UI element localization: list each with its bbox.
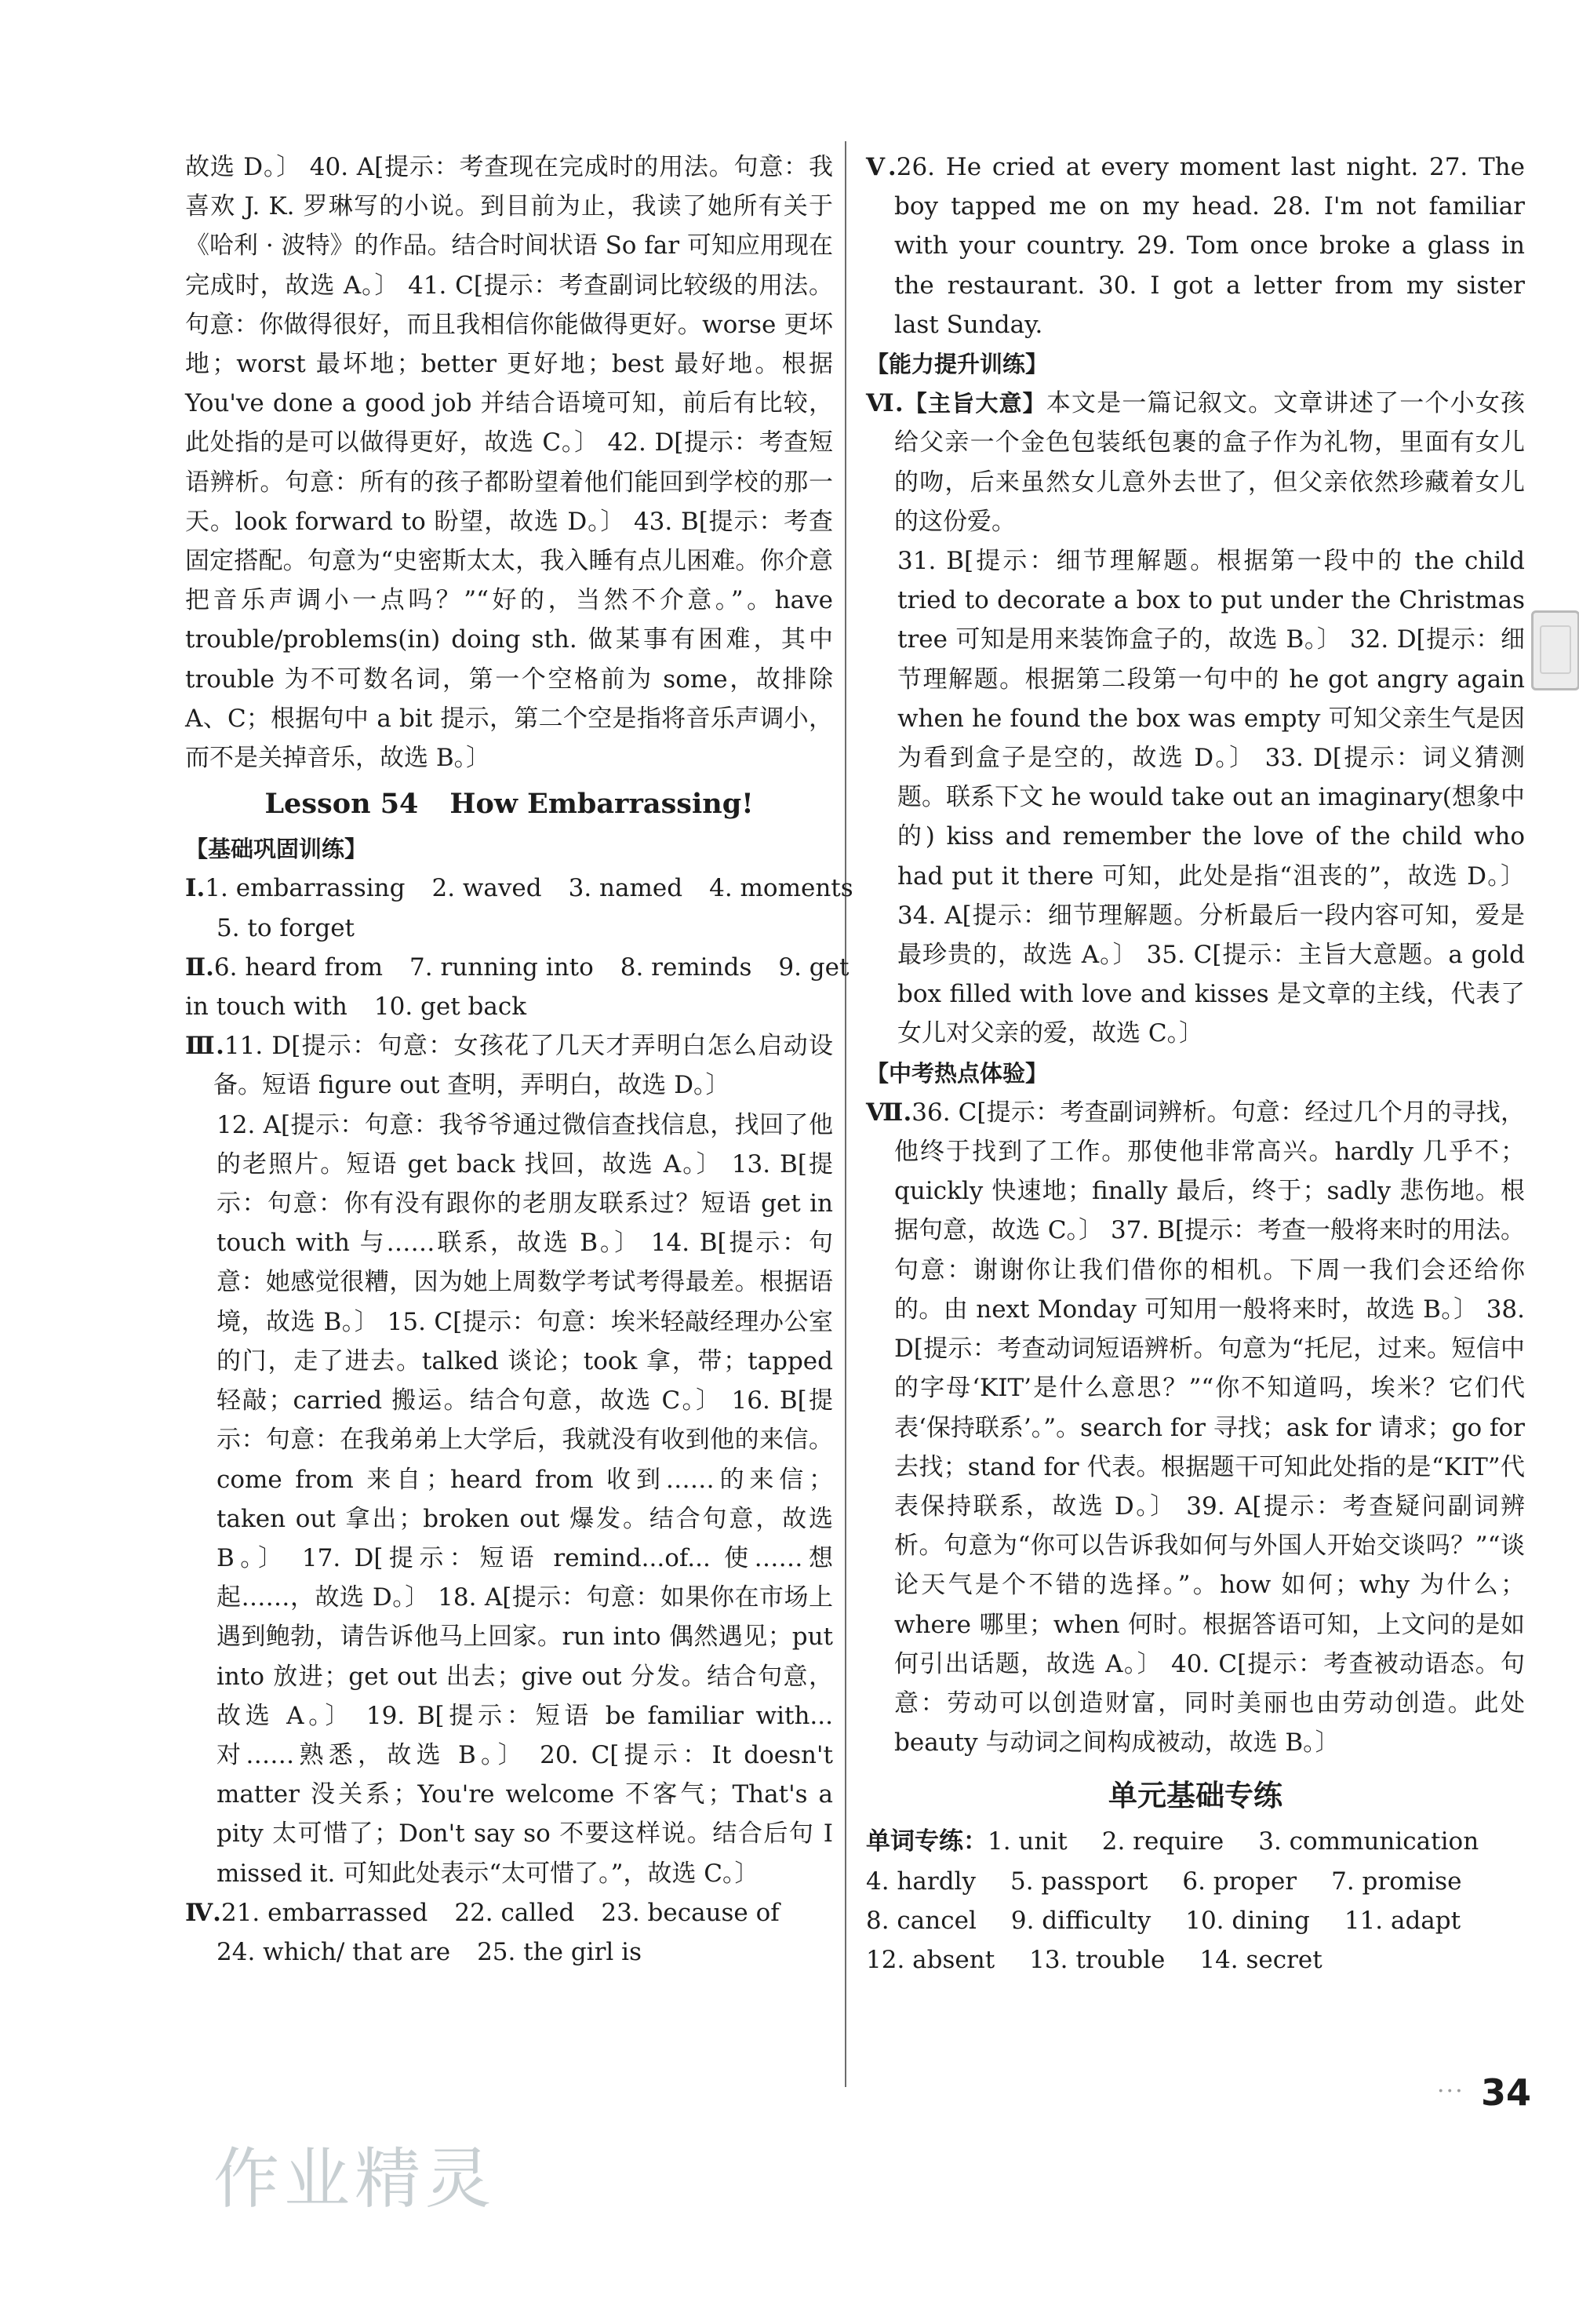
answer-4: 4. moments xyxy=(709,874,853,903)
answer-9: 9. get xyxy=(778,953,850,982)
answer-10: 10. get back xyxy=(373,993,527,1022)
lesson-heading xyxy=(185,781,833,828)
section-basic-heading: 【基础巩固训练】 xyxy=(185,836,368,863)
right-column xyxy=(866,148,1525,1980)
column-divider xyxy=(845,141,846,2087)
section-7-roman: Ⅶ. xyxy=(866,1098,912,1127)
answers-36-40: 36. C[提示：考查副词辨析。句意：经过几个月的寻找，他终于找到了工作。那使他非常高兴。hardly 几乎不；quickly 快速地；finally 最后，终于；sadly 悲伤地。根据句意，故选 C。〕 37. B[提示：考查一般将来时的用法。句意：谢谢你让我们借你的相机。下周一我们会还给你的。由 next Monday 可知用一般将来时，故选 B。〕 38. D[提示：考查动词短语辨析。句意为“托尼，过来。短信中的字母‘KIT’是什么意思？”“你不知道吗，埃米？它们代表‘保持联系’。”。search for 寻找；ask for 请求；go for 去找；stand for 代表。根据题干可知此处指的是“KIT”代表保持联系，故选 D。〕 39. A[提示：考查疑问副词辨析。句意为“你可以告诉我如何与外国人开始交谈吗？”“谈论天气是个不错的选择。”。how 如何；why 为什么；where 哪里；when 何时。根据答语可知，上文问的是如何引出话题，故选 A。〕 40. C[提示：考查被动语态。句意：劳动可以创造财富，同时美丽也由劳动创造。此处 beauty 与动词之间构成被动，故选 B。〕 xyxy=(894,1098,1525,1758)
section-2-roman: Ⅱ. xyxy=(185,953,214,982)
answer-9-continued: in touch with xyxy=(185,993,347,1022)
section-5 xyxy=(866,148,1525,344)
section-4-roman: Ⅳ. xyxy=(185,1898,221,1927)
section-1-row-1 xyxy=(185,869,853,908)
section-ability-heading: 【能力提升训练】 xyxy=(866,351,1049,378)
answer-3: 3. named xyxy=(568,874,683,903)
left-column xyxy=(185,148,853,1972)
page-dots: ··· xyxy=(1437,2078,1464,2105)
lesson-number: Lesson 54 xyxy=(264,788,419,821)
vocab-7: 7. promise xyxy=(1331,1867,1462,1896)
answer-21: 21. embarrassed xyxy=(220,1898,428,1927)
vocab-8: 8. cancel xyxy=(866,1906,977,1935)
answer-6: 6. heard from xyxy=(213,953,384,982)
vocab-row-2 xyxy=(866,1862,1525,1901)
section-6-summary xyxy=(866,384,1525,541)
answer-22: 22. called xyxy=(454,1898,575,1927)
vocab-6: 6. proper xyxy=(1182,1867,1297,1896)
section-exam-heading: 【中考热点体验】 xyxy=(866,1059,1049,1087)
section-6-roman: Ⅵ. xyxy=(866,389,904,418)
section-3-answers-12-20: 12. A[提示：句意：我爷爷通过微信查找信息，找回了他的老照片。短语 get back 找回，故选 A。〕 13. B[提示：句意：你有没有跟你的老朋友联系过？短语 get in touch with 与……联系，故选 B。〕 14. B[提示：句意：她感觉很糟，因为她上周数学考试考得最差。根据语境，故选 B。〕 15. C[提示：句意：埃米轻敲经理办公室的门，走了进去。talked 谈论；took 拿，带；tapped 轻敲；carried 搬运。结合句意，故选 C。〕 16. B[提示：句意：在我弟弟上大学后，我就没有收到他的来信。come from 来自；heard from 收到……的来信；taken out 拿出；broken out 爆发。结合句意，故选 B。〕 17. D[提示：短语 remind...of... 使……想起……，故选 D。〕 18. A[提示：句意：如果你在市场上遇到鲍勃，请告诉他马上回家。run into 偶然遇见；put into 放进；get out 出去；give out 分发。结合句意，故选 A。〕 19. B[提示：短语 be familiar with... 对……熟悉，故选 B。〕 20. C[提示：It doesn't matter 没关系；You're welcome 不客气；That's a pity 太可惜了；Don't say so 不要这样说。结合后句 I missed it. 可知此处表示“太可惜了。”，故选 C。〕 xyxy=(216,1110,833,1888)
answer-2: 2. waved xyxy=(431,874,542,903)
vocab-14: 14. secret xyxy=(1199,1945,1323,1974)
answers-26-30: 26. He cried at every moment last night. 27. The boy tapped me on my head. 28. I'm not familiar with your country. 29. Tom once broke a glass in the restaurant. 30. I got a letter from my sister last Sunday. xyxy=(894,153,1525,339)
vocab-row-3 xyxy=(866,1901,1525,1940)
answer-5: 5. to forget xyxy=(216,913,355,942)
section-6-answers-31-35: 31. B[提示：细节理解题。根据第一段中的 the child tried to decorate a box to put under the Christmas tree 可知是用来装饰盒子的，故选 B。〕 32. D[提示：细节理解题。根据第二段第一句中的 he got angry again when he found the box was empty 可知父亲生气是因为看到盒子是空的，故选 D。〕 33. D[提示：词义猜测题。联系下文 he would take out an imaginary(想象中的) kiss and remember the love of the child who had put it there 可知，此处是指“沮丧的”，故选 D。〕 34. A[提示：细节理解题。分析最后一段内容可知，爱是最珍贵的，故选 A。〕 35. C[提示：主旨大意题。a gold box filled with love and kisses 是文章的主线，代表了女儿对父亲的爱，故选 C。〕 xyxy=(897,547,1525,1048)
main-idea-text: 本文是一篇记叙文。文章讲述了一个小女孩给父亲一个金色包装纸包裹的盒子作为礼物，里面有女儿的吻，后来虽然女儿意外去世了，但父亲依然珍藏着女儿的这份爱。 xyxy=(894,389,1525,536)
vocab-4: 4. hardly xyxy=(866,1867,976,1896)
vocab-label: 单词专练： xyxy=(866,1827,988,1856)
section-5-roman: Ⅴ. xyxy=(866,153,897,181)
answer-25: 25. the girl is xyxy=(477,1937,642,1966)
vocab-3: 3. communication xyxy=(1258,1827,1479,1856)
vocab-13: 13. trouble xyxy=(1029,1945,1166,1974)
section-1-row-2 xyxy=(185,909,833,948)
section-2-row-1 xyxy=(185,948,850,987)
lesson-title: How Embarrassing! xyxy=(449,788,754,821)
vocab-row-4 xyxy=(866,1940,1525,1980)
section-1-roman: Ⅰ. xyxy=(185,874,206,903)
answer-8: 8. reminds xyxy=(620,953,752,982)
margin-stamp-icon xyxy=(1531,610,1579,690)
vocab-row-1 xyxy=(866,1822,1525,1861)
vocab-1: 1. unit xyxy=(988,1827,1068,1856)
main-idea-label: 【主旨大意】 xyxy=(903,390,1046,417)
section-2-row-2 xyxy=(185,987,833,1026)
vocab-2: 2. require xyxy=(1101,1827,1224,1856)
section-4-row-2 xyxy=(185,1932,833,1972)
answer-11: 11. D[提示：句意：女孩花了几天才弄明白怎么启动设备。短语 figure out 查明，弄明白，故选 D。〕 xyxy=(213,1032,834,1100)
vocab-9: 9. difficulty xyxy=(1010,1906,1152,1935)
section-7 xyxy=(866,1093,1525,1762)
watermark-logo: 作业精灵 xyxy=(213,2140,497,2217)
intro-answers-40-43: 故选 D。〕 40. A[提示：考查现在完成时的用法。句意：我喜欢 J. K. 罗琳写的小说。到目前为止，我读了她所有关于《哈利 · 波特》的作品。结合时间状语 So far 可知应用现在完成时，故选 A。〕 41. C[提示：考查副词比较级的用法。句意：你做得很好，而且我相信你能做得更好。worse 更坏地；worst 最坏地；better 更好地；best 最好地。根据 You've done a good job 并结合语境可知，前后有比较，此处指的是可以做得更好，故选 C。〕 42. D[提示：考查短语辨析。句意：所有的孩子都盼望着他们能回到学校的那一天。look forward to 盼望，故选 D。〕 43. B[提示：考查固定搭配。句意为“史密斯太太，我入睡有点儿困难。你介意把音乐声调小一点吗？”“好的，当然不介意。”。have trouble/problems(in) doing sth. 做某事有困难，其中 trouble 为不可数名词，第一个空格前为 some，故排除 A、C；根据句中 a bit 提示，第二个空是指将音乐声调小，而不是关掉音乐，故选 B。〕 xyxy=(185,153,833,773)
vocab-11: 11. adapt xyxy=(1344,1906,1461,1935)
vocab-12: 12. absent xyxy=(866,1945,995,1974)
unit-practice-title: 单元基础专练 xyxy=(1108,1779,1282,1813)
answer-24: 24. which/ that are xyxy=(216,1937,451,1966)
section-3-first xyxy=(185,1026,833,1105)
answer-7: 7. running into xyxy=(409,953,594,982)
vocab-5: 5. passport xyxy=(1010,1867,1148,1896)
answer-23: 23. because of xyxy=(601,1898,780,1927)
answer-1: 1. embarrassing xyxy=(205,874,406,903)
vocab-10: 10. dining xyxy=(1185,1906,1310,1935)
section-3-roman: Ⅲ. xyxy=(185,1032,224,1061)
section-4-row-1 xyxy=(185,1893,833,1932)
page-number: 34 xyxy=(1481,2071,1532,2114)
